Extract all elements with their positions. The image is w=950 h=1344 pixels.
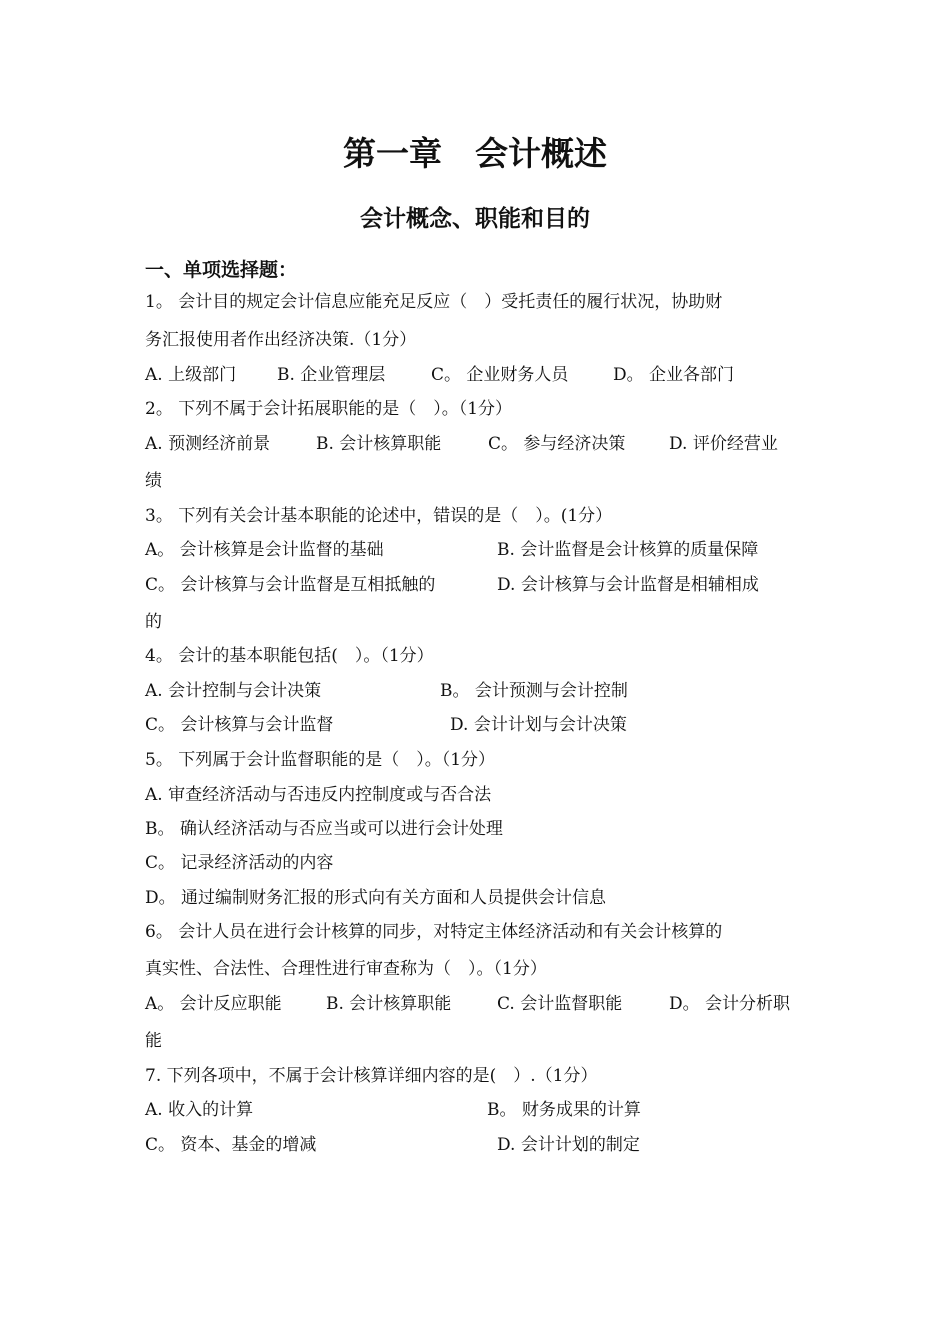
question-2-option-d-wrap: 绩 [145, 471, 162, 491]
question-6-option-a: A。 会计反应职能 [145, 994, 282, 1014]
question-2-option-d: D. 评价经营业 [669, 434, 778, 454]
question-3-stem: 3。 下列有关会计基本职能的论述中，错误的是（ ）。(1分） [145, 506, 613, 526]
question-6-stem-line-1: 6。 会计人员在进行会计核算的同步，对特定主体经济活动和有关会计核算的 [145, 922, 723, 942]
question-2-option-b: B. 会计核算职能 [316, 434, 442, 454]
question-7-option-c: C。 资本、基金的增减 [145, 1135, 317, 1155]
question-4-option-d: D. 会计计划与会计决策 [450, 715, 627, 735]
question-1-stem-line-2: 务汇报使用者作出经济决策.（1分） [145, 330, 417, 350]
question-6-stem-line-2: 真实性、合法性、合理性进行审查称为（ ）。（1分） [145, 959, 547, 979]
question-3-option-c: C。 会计核算与会计监督是互相抵触的 [145, 575, 436, 595]
question-1-option-d: D。 企业各部门 [613, 365, 735, 385]
question-1-stem-line-1: 1。 会计目的规定会计信息应能充足反应（ ）受托责任的履行状况，协助财 [145, 292, 723, 312]
question-5-option-a: A. 审查经济活动与否违反内控制度或与否合法 [145, 785, 492, 805]
question-4-option-b: B。 会计预测与会计控制 [440, 681, 628, 701]
question-3-option-b: B. 会计监督是会计核算的质量保障 [497, 540, 759, 560]
question-7-stem: 7. 下列各项中，不属于会计核算详细内容的是( ）.（1分） [145, 1066, 598, 1086]
question-2-stem: 2。 下列不属于会计拓展职能的是（ ）。（1分） [145, 399, 513, 419]
question-5-stem: 5。 下列属于会计监督职能的是（ ）。（1分） [145, 750, 496, 770]
section-title: 会计概念、职能和目的 [360, 206, 590, 232]
question-7-option-a: A. 收入的计算 [145, 1100, 254, 1120]
question-6-option-c: C. 会计监督职能 [497, 994, 623, 1014]
chapter-title: 第一章 会计概述 [343, 134, 607, 173]
question-3-option-d-wrap: 的 [145, 612, 162, 632]
question-6-option-b: B. 会计核算职能 [326, 994, 452, 1014]
question-4-option-a: A. 会计控制与会计决策 [145, 681, 322, 701]
part-heading: 一、单项选择题： [145, 259, 298, 281]
question-2-option-a: A. 预测经济前景 [145, 434, 271, 454]
question-7-option-b: B。 财务成果的计算 [487, 1100, 641, 1120]
question-5-option-b: B。 确认经济活动与否应当或可以进行会计处理 [145, 819, 503, 839]
question-5-option-d: D。 通过编制财务汇报的形式向有关方面和人员提供会计信息 [145, 888, 607, 908]
question-5-option-c: C。 记录经济活动的内容 [145, 853, 334, 873]
question-3-option-d: D. 会计核算与会计监督是相辅相成 [497, 575, 759, 595]
question-4-stem: 4。 会计的基本职能包括( ）。（1分） [145, 646, 434, 666]
question-7-option-d: D. 会计计划的制定 [497, 1135, 640, 1155]
question-1-option-a: A. 上级部门 [145, 365, 237, 385]
question-6-option-d-wrap: 能 [145, 1031, 162, 1051]
question-6-option-d: D。 会计分析职 [669, 994, 791, 1014]
question-3-option-a: A。 会计核算是会计监督的基础 [145, 540, 384, 560]
question-2-option-c: C。 参与经济决策 [488, 434, 626, 454]
question-4-option-c: C。 会计核算与会计监督 [145, 715, 334, 735]
question-1-option-b: B. 企业管理层 [277, 365, 386, 385]
question-1-option-c: C。 企业财务人员 [431, 365, 569, 385]
